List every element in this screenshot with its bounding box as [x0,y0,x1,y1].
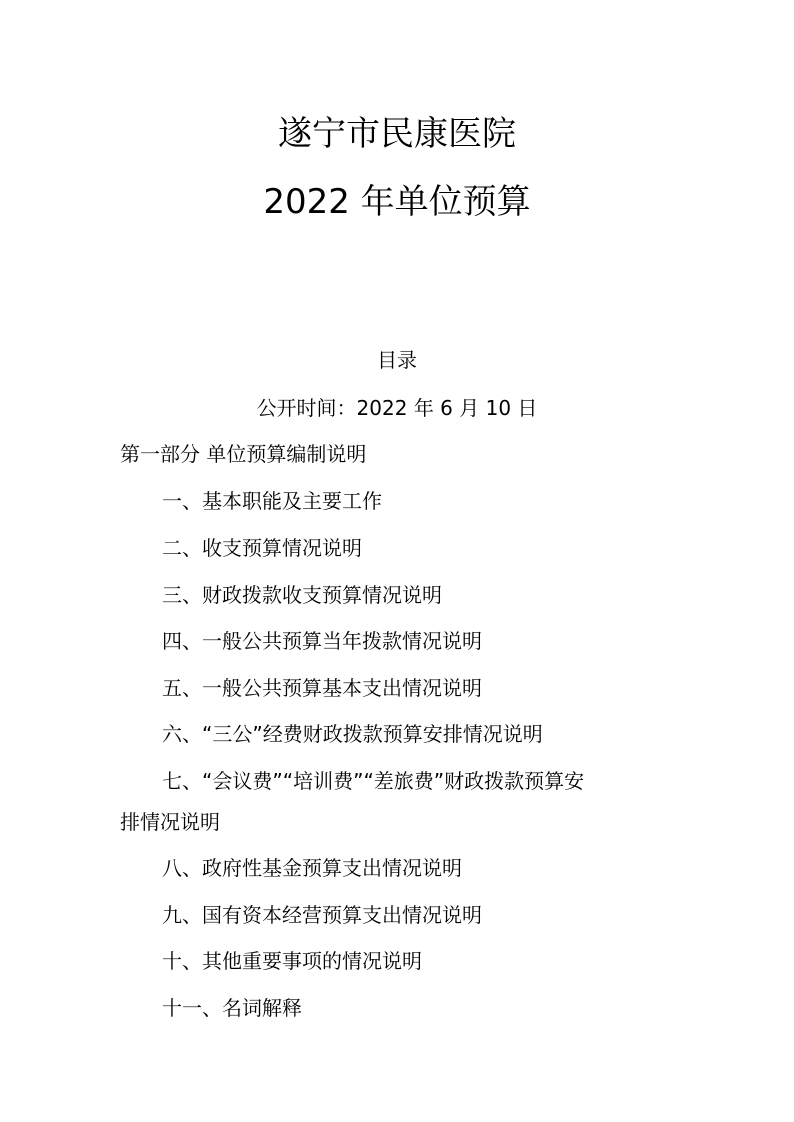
toc-item-11: 十一、名词解释 [162,996,302,1020]
part1-title: 第一部分 单位预算编制说明 [120,442,367,466]
toc-item-6: 六、“三公”经费财政拨款预算安排情况说明 [162,722,543,746]
toc-item-7-continuation: 排情况说明 [120,810,220,834]
toc-item-7: 七、“会议费”“培训费”“差旅费”财政拨款预算安 [162,769,585,793]
toc-item-5: 五、一般公共预算基本支出情况说明 [162,676,482,700]
toc-heading: 目录 [377,348,417,372]
document-subtitle: 2022 年单位预算 [263,182,531,222]
toc-item-10: 十、其他重要事项的情况说明 [162,949,422,973]
toc-item-1: 一、基本职能及主要工作 [162,489,382,513]
toc-item-4: 四、一般公共预算当年拨款情况说明 [162,629,482,653]
toc-item-3: 三、财政拨款收支预算情况说明 [162,583,442,607]
publish-date: 公开时间：2022 年 6 月 10 日 [256,396,538,420]
document-title: 遂宁市民康医院 [278,114,516,154]
toc-item-8: 八、政府性基金预算支出情况说明 [162,856,462,880]
toc-item-9: 九、国有资本经营预算支出情况说明 [162,903,482,927]
toc-item-2: 二、收支预算情况说明 [162,536,362,560]
